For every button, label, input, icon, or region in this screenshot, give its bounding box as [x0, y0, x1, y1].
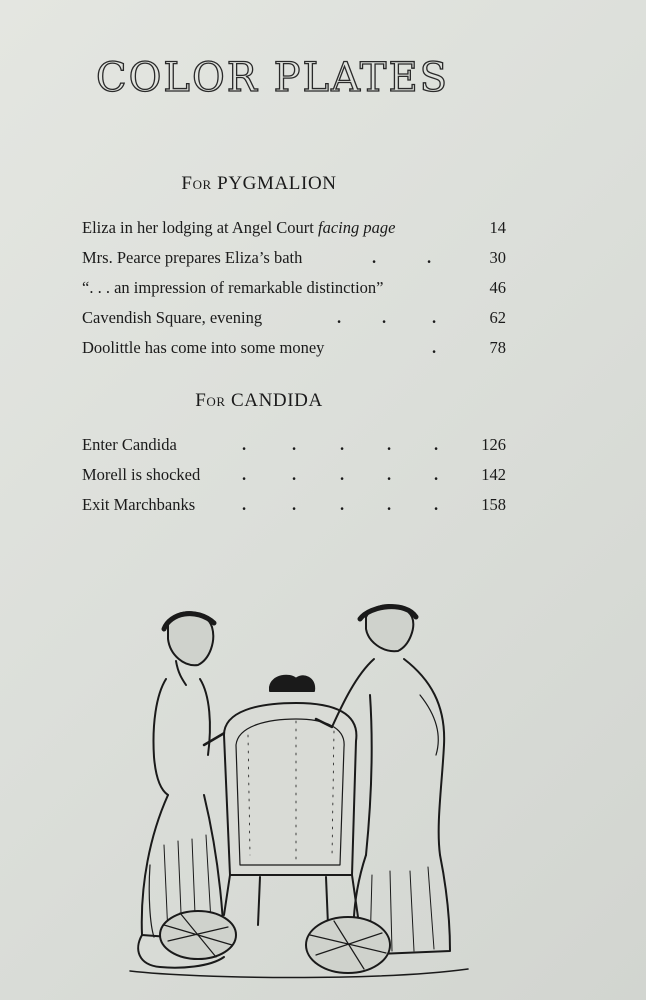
plate-title: Eliza in her lodging at Angel Court facing page: [82, 218, 396, 237]
list-item: Doolittle has come into some money . 78: [82, 333, 506, 363]
basket-left: [160, 911, 236, 959]
plate-title: Morell is shocked: [82, 465, 201, 484]
page-number: 30: [489, 248, 506, 267]
list-item: Exit Marchbanks . . . . . 158: [82, 490, 506, 520]
list-item: [82, 213, 506, 243]
plate-list-candida: [82, 430, 506, 520]
plate-title: “. . . an impression of remarkable distinction”: [82, 278, 384, 297]
plate-title: Cavendish Square, evening: [82, 308, 263, 327]
facing-page-note: facing page: [318, 218, 396, 237]
section-heading-pygmalion: For PYGMALION: [181, 173, 337, 194]
page-number: 14: [489, 218, 506, 237]
page-number: 126: [481, 435, 506, 454]
page-number: 158: [481, 495, 506, 514]
plate-list-pygmalion: [82, 213, 506, 363]
list-item: Mrs. Pearce prepares Eliza’s bath . . 30: [82, 243, 506, 273]
plate-title: Enter Candida: [82, 435, 177, 454]
basket-right: [306, 917, 390, 973]
page-number: 46: [489, 278, 506, 297]
list-item: Morell is shocked . . . . . 142: [82, 460, 506, 490]
page-number: 62: [489, 308, 506, 327]
page-title: COLOR PLATES: [96, 55, 450, 101]
list-item: Enter Candida . . . . . 126: [82, 430, 506, 460]
page-number: 142: [481, 465, 506, 484]
two-women-with-armchair-drawing-icon: [120, 595, 480, 985]
list-item: Cavendish Square, evening . . . 62: [82, 303, 506, 333]
plate-title: Exit Marchbanks: [82, 495, 196, 514]
list-item: [82, 273, 506, 303]
section-heading-candida: For CANDIDA: [195, 390, 323, 411]
page-number: 78: [489, 338, 506, 357]
ground-line: [130, 969, 468, 978]
plate-title: Mrs. Pearce prepares Eliza’s bath: [82, 248, 303, 267]
plate-title: Doolittle has come into some money: [82, 338, 325, 357]
